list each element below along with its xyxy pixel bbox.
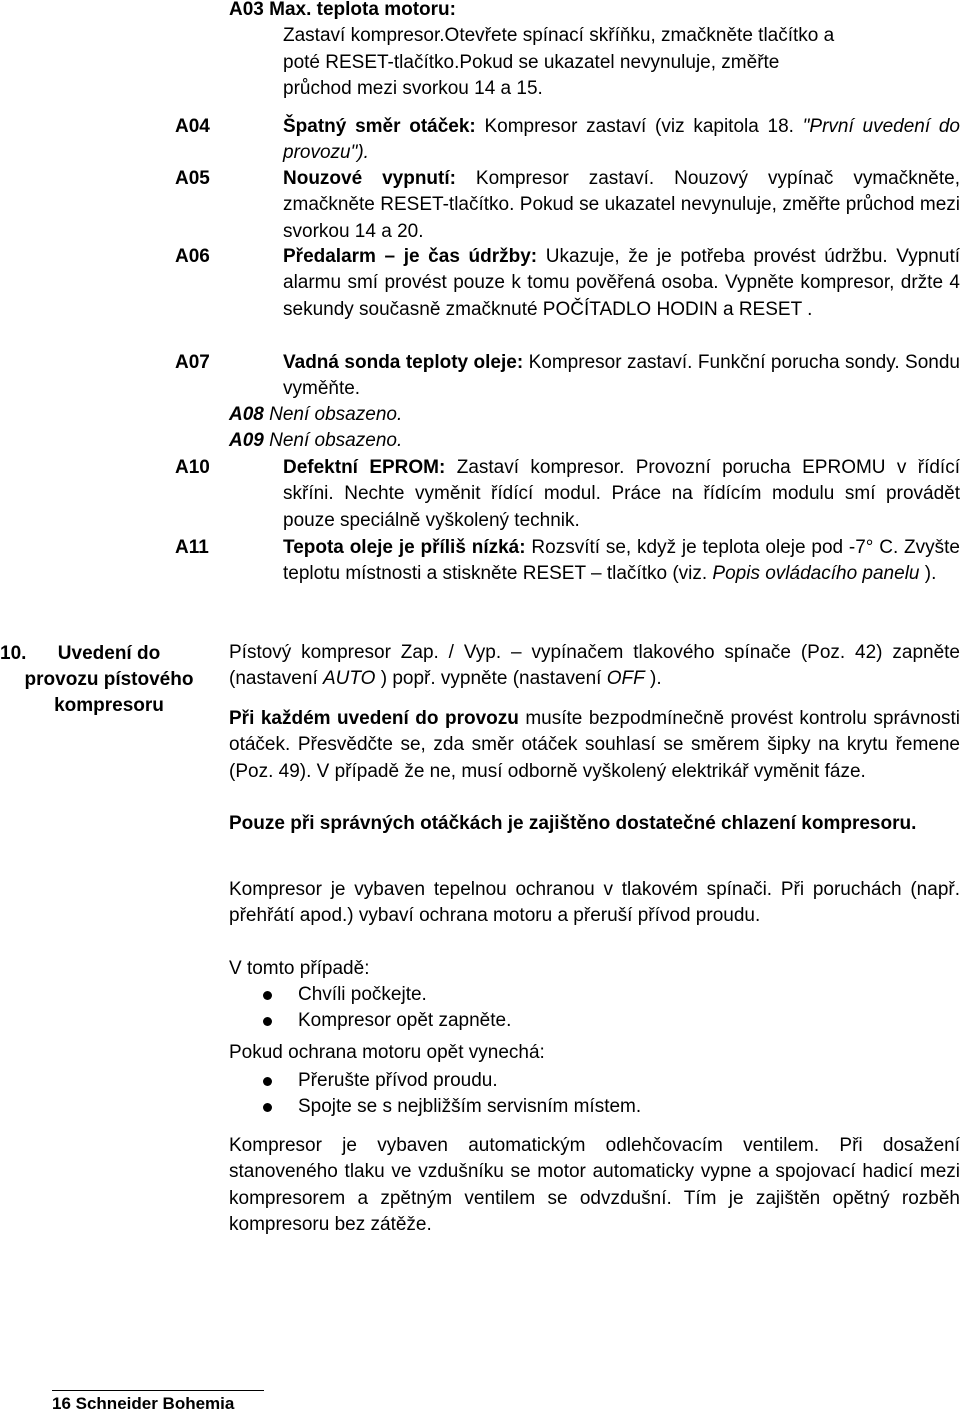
alarm-text: Ukazuje, že je potřeba provést údržbu. Vypnutí alarmu smí provést pouze k tomu pověřená osoba. Vypněte kompresor, držte 4 sekundy současně zmačknuté POČÍTADLO HODIN a RESET . (283, 246, 960, 320)
section-number: 10. (0, 643, 27, 664)
text-segment: Pokud ochrana motoru opět vynechá: (229, 1042, 545, 1063)
alarm-text: Rozsvítí se, když je teplota oleje pod -7° C. Zvyšte teplotu místnosti a stiskněte RESET – tlačítko (viz. (283, 537, 960, 585)
alarm-title: Vadná sonda teploty oleje: (283, 352, 524, 373)
paragraph-thermal-protection (229, 877, 960, 930)
alarm-a03-line1: Zastaví kompresor.Otevřete spínací skříňku, zmačkněte tlačítko a (283, 25, 835, 47)
alarm-text: Není obsazeno. (263, 430, 403, 451)
alarm-a03-title: A03 Max. teplota motoru: (229, 0, 456, 20)
text-segment: V tomto případě: (229, 958, 370, 979)
list-item (229, 1094, 960, 1120)
alarm-text: Kompresor zastaví. Nouzový vypínač vymačkněte, zmačkněte RESET-tlačítko. Pokud se ukazatel nevynuluje, změřte průchod mezi svorkou 14 a 20. (283, 168, 960, 242)
alarm-code: A10 (175, 457, 210, 478)
alarm-code: A06 (175, 246, 210, 267)
list-item-text: Chvíli počkejte. (298, 984, 427, 1005)
alarm-a10 (175, 455, 960, 534)
alarm-code: A04 (175, 116, 210, 137)
paragraph-if-fails-again (229, 1040, 960, 1066)
text-segment: Kompresor je vybaven automatickým odlehčovacím ventilem. Při dosažení stanoveného tlaku ve vzdušníku se motor automaticky vypne a spojovací hadicí mezi kompresorem a zpětným ventilem se odvzdušní. Tím je zajištěn opětný rozběh kompresoru bez zátěže. (229, 1135, 960, 1236)
setting-off: OFF (606, 668, 645, 690)
alarm-text: Kompresor zastaví. Funkční porucha sondy. Sondu vyměňte. (283, 352, 960, 400)
alarm-text: Kompresor zastaví (viz kapitola 18. (475, 116, 794, 137)
alarm-reference: Popis ovládacího panelu (707, 563, 920, 585)
section-heading (0, 641, 198, 719)
alarm-reference: "První uvedení do provozu"). (283, 116, 960, 164)
paragraph-cooling-warning (229, 811, 960, 837)
list-item-text: Přerušte přívod proudu. (298, 1070, 498, 1091)
alarm-a09 (229, 428, 960, 454)
alarm-title: Špatný směr otáček: (283, 116, 476, 137)
text-segment: ). (644, 668, 662, 690)
text-segment: Pístový kompresor Zap. / Vyp. – vypínačem tlakového spínače (Poz. 42) zapněte (nastavení (229, 642, 960, 690)
alarm-a08 (229, 402, 960, 428)
text-segment: ) popř. vypněte (nastavení (375, 668, 607, 690)
list-item (229, 1068, 960, 1094)
page-footer: 16 Schneider Bohemia (52, 1394, 235, 1413)
alarm-code: A05 (175, 168, 210, 189)
list-item-text: Spojte se s nejbližším servisním místem. (298, 1096, 642, 1118)
alarm-title: Předalarm – je čas údržby: (283, 246, 538, 267)
alarm-code: A07 (175, 352, 210, 373)
alarm-code: A11 (175, 537, 209, 558)
alarm-code: A09 (229, 430, 264, 451)
alarm-a06 (175, 244, 960, 323)
alarm-a07 (175, 350, 960, 403)
bullet-icon (263, 991, 272, 1000)
list-item (229, 1008, 960, 1034)
list-item (229, 982, 960, 1008)
alarm-title: Nouzové vypnutí: (283, 168, 456, 189)
alarm-a05 (175, 166, 960, 245)
bullet-icon (263, 1103, 272, 1112)
paragraph-rotation-check (229, 706, 960, 785)
setting-auto: AUTO (323, 668, 376, 690)
emphasis: Při každém uvedení do provozu (229, 708, 519, 729)
footer-divider (52, 1390, 264, 1391)
list-item-text: Kompresor opět zapněte. (298, 1010, 512, 1032)
alarm-a03 (229, 0, 960, 103)
alarm-a11 (175, 535, 960, 588)
alarm-a04 (175, 114, 960, 167)
section-title: Uvedení do provozu pístového kompresoru (24, 643, 194, 716)
alarm-a03-line2: poté RESET-tlačítko.Pokud se ukazatel nevynuluje, změřte (283, 51, 780, 73)
text-segment: Kompresor je vybaven tepelnou ochranou v tlakovém spínači. Při poruchách (např. přehřátí apod.) vybaví ochrana motoru a přeruší přívod proudu. (229, 879, 960, 927)
bullet-icon (263, 1077, 272, 1086)
bullet-list-1 (229, 982, 960, 1035)
bullet-list-2 (229, 1068, 960, 1121)
paragraph-in-this-case (229, 956, 960, 982)
bullet-icon (263, 1017, 272, 1026)
paragraph-start-stop (229, 640, 960, 693)
alarm-title: Defektní EPROM: (283, 457, 446, 478)
alarm-a03-line3: průchod mezi svorkou 14 a 15. (283, 78, 543, 100)
alarm-text: Není obsazeno. (263, 404, 403, 425)
alarm-code: A08 (229, 404, 264, 425)
alarm-title: Tepota oleje je příliš nízká: (283, 537, 526, 558)
text-segment: musíte bezpodmínečně provést kontrolu správnosti otáček. Přesvědčte se, zda směr otáček souhlasí se směrem šipky na krytu řemene (Poz. 49). V případě že ne, musí odborně vyškolený elektrikář vyměnit fáze. (229, 708, 960, 782)
emphasis: Pouze při správných otáčkách je zajištěno dostatečné chlazení kompresoru. (229, 813, 917, 834)
paragraph-unloading-valve (229, 1133, 960, 1239)
alarm-tail: ). (919, 563, 937, 585)
alarm-text: Zastaví kompresor. Provozní porucha EPROMU v řídící skříni. Nechte vyměnit řídící modul. Práce na řídícím modulu smí provádět pouze speciálně vyškolený technik. (283, 457, 960, 531)
